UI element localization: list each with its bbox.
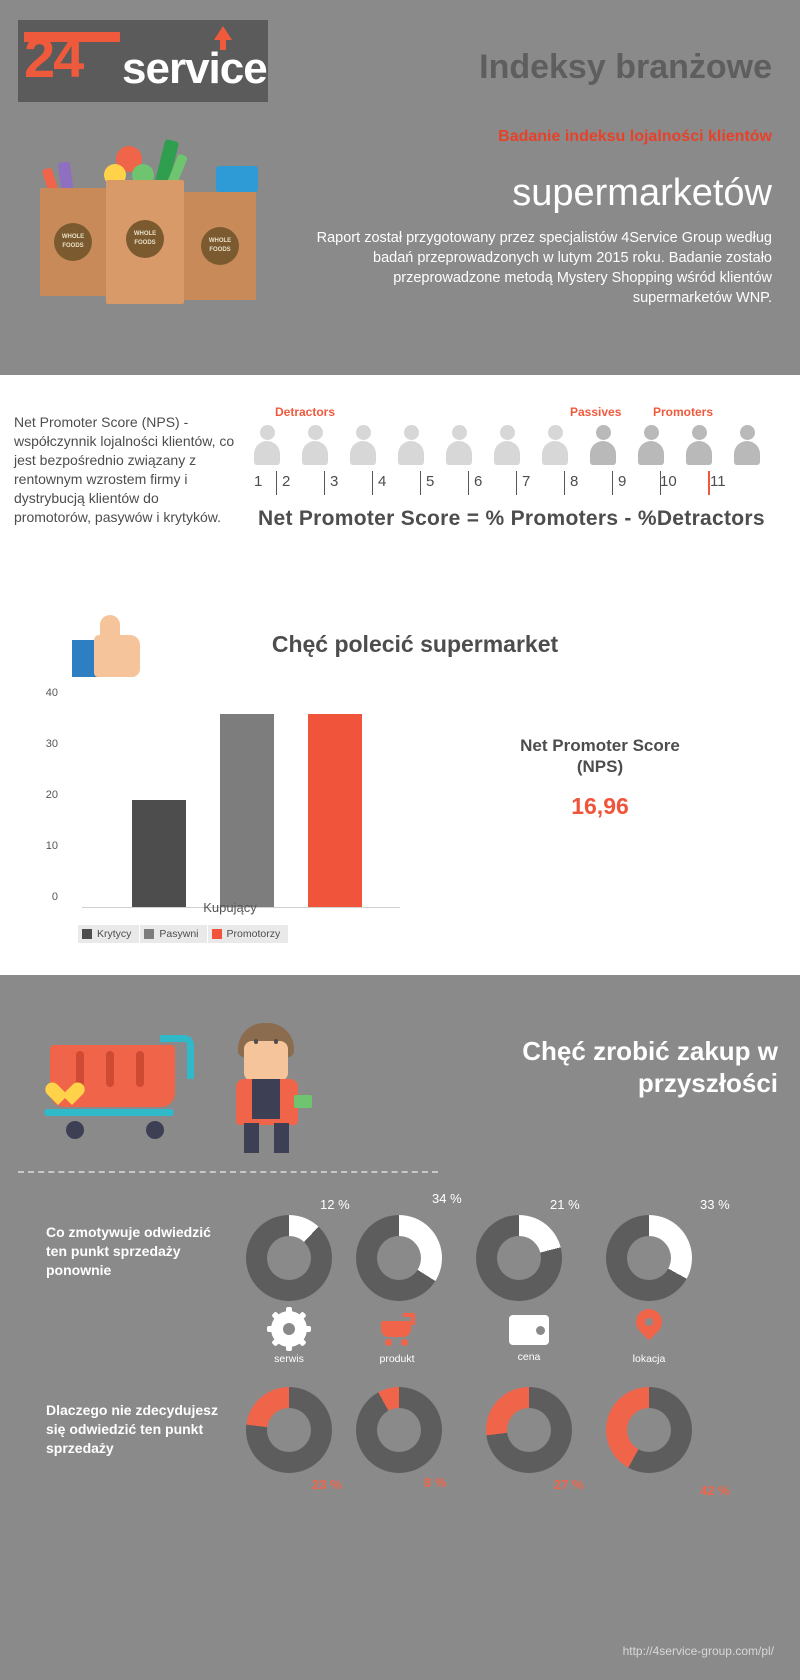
legend-label: Pasywni bbox=[159, 928, 199, 940]
person-icon bbox=[684, 425, 714, 465]
person-icon bbox=[348, 425, 378, 465]
icon-cell-cena bbox=[484, 1315, 574, 1363]
cart-icon bbox=[377, 1313, 417, 1347]
nps-score-title bbox=[450, 735, 750, 777]
wallet-icon bbox=[509, 1315, 549, 1345]
row1-pct-1: 12 % bbox=[320, 1197, 350, 1212]
icon-caption: serwis bbox=[274, 1353, 304, 1365]
bar-pasywni bbox=[220, 714, 274, 907]
footer-url[interactable]: http://4service-group.com/pl/ bbox=[622, 1644, 774, 1658]
logo-word: service bbox=[122, 44, 267, 93]
scale-number: 3 bbox=[330, 473, 339, 490]
row2-pct-3: 27 % bbox=[554, 1477, 584, 1492]
legend-label: Promotorzy bbox=[226, 928, 281, 940]
icon-caption: cena bbox=[517, 1351, 541, 1363]
icon-cell-serwis bbox=[244, 1311, 334, 1365]
divider bbox=[18, 1171, 438, 1173]
chart-plot-area bbox=[45, 687, 400, 908]
y-tick: 0 bbox=[51, 891, 58, 903]
icon-cell-lokacja bbox=[604, 1309, 694, 1365]
y-tick: 10 bbox=[45, 840, 58, 852]
row2-pct-4: 42 % bbox=[700, 1483, 730, 1498]
scale-number: 4 bbox=[378, 473, 387, 490]
person-icon bbox=[732, 425, 762, 465]
nps-scale bbox=[252, 471, 772, 501]
person-icon bbox=[444, 425, 474, 465]
row2-donut-2 bbox=[356, 1387, 442, 1473]
chart-x-label: Kupujący bbox=[203, 900, 257, 915]
shopping-cart-icon bbox=[40, 1035, 200, 1150]
y-tick: 30 bbox=[45, 738, 58, 750]
grocery-bag bbox=[106, 180, 184, 304]
y-tick: 20 bbox=[45, 789, 58, 801]
row1-pct-3: 21 % bbox=[550, 1197, 580, 1212]
nps-definition-section bbox=[0, 375, 800, 595]
person-icon bbox=[492, 425, 522, 465]
scale-number: 5 bbox=[426, 473, 435, 490]
person-icon bbox=[636, 425, 666, 465]
row1-pct-4: 33 % bbox=[700, 1197, 730, 1212]
legend-item-promotorzy bbox=[208, 925, 289, 943]
promoters-label: Promoters bbox=[653, 405, 714, 419]
chart-title: Chęć polecić supermarket bbox=[271, 631, 559, 657]
bar-krytycy bbox=[132, 800, 186, 907]
row1-label: Co zmotywuje odwiedzić ten punkt sprzedaży ponownie bbox=[46, 1224, 211, 1278]
page-description: Raport został przygotowany przez specjalistów 4Service Group według badań przeprowadzonych w lutym 2015 roku. Badanie zostało przeprowadzone metodą Mystery Shopping wśród klientów supermarketów WNP. bbox=[316, 230, 772, 306]
nps-definition-text: Net Promoter Score (NPS) - współczynnik lojalności klientów, co jest bezpośrednio związany z rentownym wzrostem firmy i dystrybucją klientów do promotorów, pasywów i krytyków. bbox=[14, 414, 235, 525]
bar-chart-section bbox=[0, 595, 800, 975]
row2-donut-4 bbox=[606, 1387, 692, 1473]
person-icon bbox=[540, 425, 570, 465]
person-icon bbox=[588, 425, 618, 465]
y-tick: 40 bbox=[45, 687, 58, 699]
scale-number: 2 bbox=[282, 473, 291, 490]
scale-number: 6 bbox=[474, 473, 483, 490]
thumbs-up-icon bbox=[72, 615, 144, 677]
passives-label: Passives bbox=[570, 405, 622, 419]
scale-number: 7 bbox=[522, 473, 531, 490]
person-icon bbox=[252, 425, 282, 465]
row1-donut-2 bbox=[356, 1215, 442, 1301]
scale-number: 10 bbox=[660, 473, 677, 490]
header-section bbox=[0, 0, 800, 375]
row2-donut-1 bbox=[246, 1387, 332, 1473]
bag-label: WHOLE FOODS bbox=[126, 220, 164, 258]
page-category: supermarketów bbox=[512, 172, 772, 214]
nps-score-value: 16,96 bbox=[571, 793, 629, 819]
location-pin-icon bbox=[636, 1309, 662, 1347]
nps-score-title-line1: Net Promoter Score bbox=[520, 736, 680, 755]
row2-label: Dlaczego nie zdecydujesz się odwiedzić ten punkt sprzedaży bbox=[46, 1402, 218, 1456]
money-icon bbox=[294, 1095, 312, 1108]
legend-item-pasywni bbox=[140, 925, 206, 943]
people-icons-row bbox=[252, 425, 772, 475]
icon-caption: produkt bbox=[379, 1353, 415, 1365]
icon-caption: lokacja bbox=[632, 1353, 666, 1365]
section-title: Chęć zrobić zakup w przyszłości bbox=[522, 1036, 778, 1098]
page-title: Indeksy branżowe bbox=[479, 48, 772, 86]
row2-donut-3 bbox=[486, 1387, 572, 1473]
nps-score-title-line2: (NPS) bbox=[576, 757, 624, 776]
row1-pct-2: 34 % bbox=[432, 1191, 462, 1206]
bag-label: WHOLE FOODS bbox=[201, 227, 239, 265]
person-icon bbox=[396, 425, 426, 465]
legend-swatch bbox=[82, 929, 92, 939]
nps-formula: Net Promoter Score = % Promoters - %Detractors bbox=[258, 507, 765, 530]
grocery-bag bbox=[184, 192, 256, 300]
logo-number: 24 bbox=[24, 26, 83, 89]
row2-pct-2: 8 % bbox=[424, 1475, 447, 1490]
scale-number: 8 bbox=[570, 473, 579, 490]
legend-label: Krytycy bbox=[97, 928, 132, 940]
page-subtitle: Badanie indeksu lojalności klientów bbox=[498, 128, 772, 145]
bar-promotorzy bbox=[308, 714, 362, 907]
future-purchase-section bbox=[0, 975, 800, 1680]
brand-logo bbox=[18, 20, 268, 102]
chart-legend bbox=[78, 925, 289, 943]
grocery-bags-illustration bbox=[20, 140, 280, 320]
scale-number: 1 bbox=[254, 473, 263, 490]
grocery-bag bbox=[40, 188, 106, 296]
scale-number: 11 bbox=[710, 473, 726, 490]
shopper-man-icon bbox=[220, 1023, 330, 1153]
gear-icon bbox=[271, 1311, 307, 1347]
icon-cell-produkt bbox=[352, 1313, 442, 1365]
detractors-label: Detractors bbox=[275, 405, 336, 419]
row2-pct-1: 23 % bbox=[312, 1477, 342, 1492]
row1-donut-1 bbox=[246, 1215, 332, 1301]
heart-icon bbox=[46, 1083, 72, 1107]
bag-label: WHOLE FOODS bbox=[54, 223, 92, 261]
row1-donut-3 bbox=[476, 1215, 562, 1301]
row1-donut-4 bbox=[606, 1215, 692, 1301]
legend-swatch bbox=[144, 929, 154, 939]
legend-item-krytycy bbox=[78, 925, 139, 943]
scale-number: 9 bbox=[618, 473, 627, 490]
person-icon bbox=[300, 425, 330, 465]
legend-swatch bbox=[212, 929, 222, 939]
